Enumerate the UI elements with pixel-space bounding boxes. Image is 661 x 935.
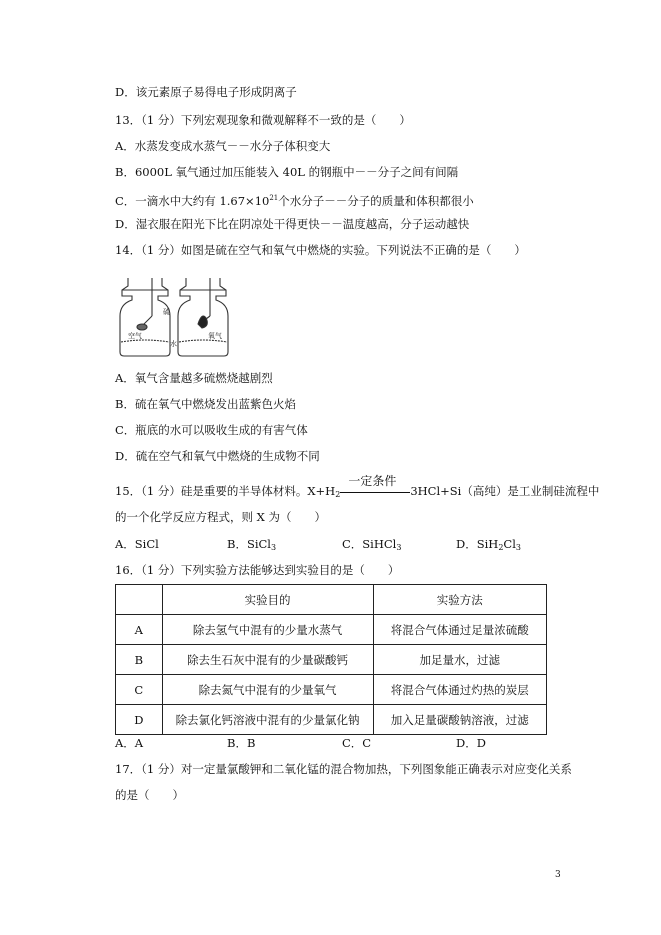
q15-option-c: C．SiHCl$_3$ bbox=[342, 537, 402, 552]
table-header-cell bbox=[116, 585, 163, 615]
table-row bbox=[116, 705, 547, 735]
q17-stem: 17．（1 分）对一定量氯酸钾和二氧化锰的混合物加热，下列图象能正确表示对应变化关系 bbox=[115, 762, 572, 776]
q15-option-b: B．SiCl$_3$ bbox=[227, 537, 277, 552]
q16-option-d: D．D bbox=[456, 736, 486, 750]
experiment-table bbox=[115, 584, 547, 735]
table-row bbox=[116, 675, 547, 705]
air-label: 空气 bbox=[128, 332, 142, 340]
table-cell: D bbox=[116, 705, 163, 735]
q12-option-d: D．该元素原子易得电子形成阴离子 bbox=[115, 85, 297, 99]
table-cell: 加入足量碳酸钠溶液，过滤 bbox=[373, 705, 546, 735]
table-cell: 除去氢气中混有的少量水蒸气 bbox=[162, 615, 373, 645]
table-cell: B bbox=[116, 645, 163, 675]
q14-option-b: B．硫在氧气中燃烧发出蓝紫色火焰 bbox=[115, 397, 296, 411]
water-label: 水 bbox=[170, 340, 177, 348]
q13-option-d: D．湿衣服在阳光下比在阴凉处干得更快－－温度越高，分子运动越快 bbox=[115, 217, 470, 231]
table-row bbox=[116, 615, 547, 645]
table-cell: 除去氯化钙溶液中混有的少量氯化钠 bbox=[162, 705, 373, 735]
table-cell: 除去氮气中混有的少量氧气 bbox=[162, 675, 373, 705]
q15-option-d: D．$SiH_2Cl_3$ bbox=[456, 537, 521, 552]
table-cell: 将混合气体通过足量浓硫酸 bbox=[373, 615, 546, 645]
table-header-cell: 实验方法 bbox=[373, 585, 546, 615]
page-number: 3 bbox=[555, 870, 561, 880]
left-bottle-air bbox=[120, 278, 170, 356]
q13-option-b: B．6000L 氧气通过加压能装入 40L 的钢瓶中－－分子之间有间隔 bbox=[115, 165, 459, 179]
q14-option-c: C．瓶底的水可以吸收生成的有害气体 bbox=[115, 423, 308, 437]
q15-option-a: A．SiCl bbox=[115, 537, 159, 551]
right-bottle-oxygen bbox=[178, 278, 228, 356]
q14-stem: 14．（1 分）如图是硫在空气和氧气中燃烧的实验。下列说法不正确的是（ ） bbox=[115, 243, 526, 257]
reaction-condition: 一定条件 bbox=[340, 483, 410, 499]
sulfur-combustion-figure bbox=[118, 278, 248, 358]
table-cell: A bbox=[116, 615, 163, 645]
q17-stem-cont: 的是（ ） bbox=[115, 788, 184, 802]
oxygen-label: 氧气 bbox=[208, 332, 222, 340]
q15-stem-cont: 的一个化学反应方程式，则 X 为（ ） bbox=[115, 510, 326, 524]
table-row bbox=[116, 645, 547, 675]
table-header-row bbox=[116, 585, 547, 615]
sulfur-label: 硫 bbox=[163, 308, 170, 316]
q16-option-c: C．C bbox=[342, 736, 372, 750]
q14-option-a: A．氧气含量越多硫燃烧越剧烈 bbox=[115, 371, 273, 385]
table-cell: 加足量水，过滤 bbox=[373, 645, 546, 675]
q13-stem: 13．（1 分）下列宏观现象和微观解释不一致的是（ ） bbox=[115, 113, 411, 127]
table-cell: 将混合气体通过灼热的炭层 bbox=[373, 675, 546, 705]
q16-stem: 16．（1 分）下列实验方法能够达到实验目的是（ ） bbox=[115, 563, 400, 577]
q14-option-d: D．硫在空气和氧气中燃烧的生成物不同 bbox=[115, 449, 320, 463]
q16-option-a: A．A bbox=[115, 736, 144, 750]
table-header-cell: 实验目的 bbox=[162, 585, 373, 615]
table-cell: C bbox=[116, 675, 163, 705]
q15-stem: 15．（1 分）硅是重要的半导体材料。$X+H_2$ 一定条件 3HCl+Si（高纯）是工业制硅流程中 bbox=[115, 474, 600, 499]
q13-option-c: C．一滴水中大约有 $1.67\times 10^{21}$个水分子－－分子的质量和体积都很小 bbox=[115, 194, 474, 208]
table-cell: 除去生石灰中混有的少量碳酸钙 bbox=[162, 645, 373, 675]
q16-option-b: B．B bbox=[227, 736, 256, 750]
q13-option-a: A．水蒸发变成水蒸气－－水分子体积变大 bbox=[115, 139, 331, 153]
